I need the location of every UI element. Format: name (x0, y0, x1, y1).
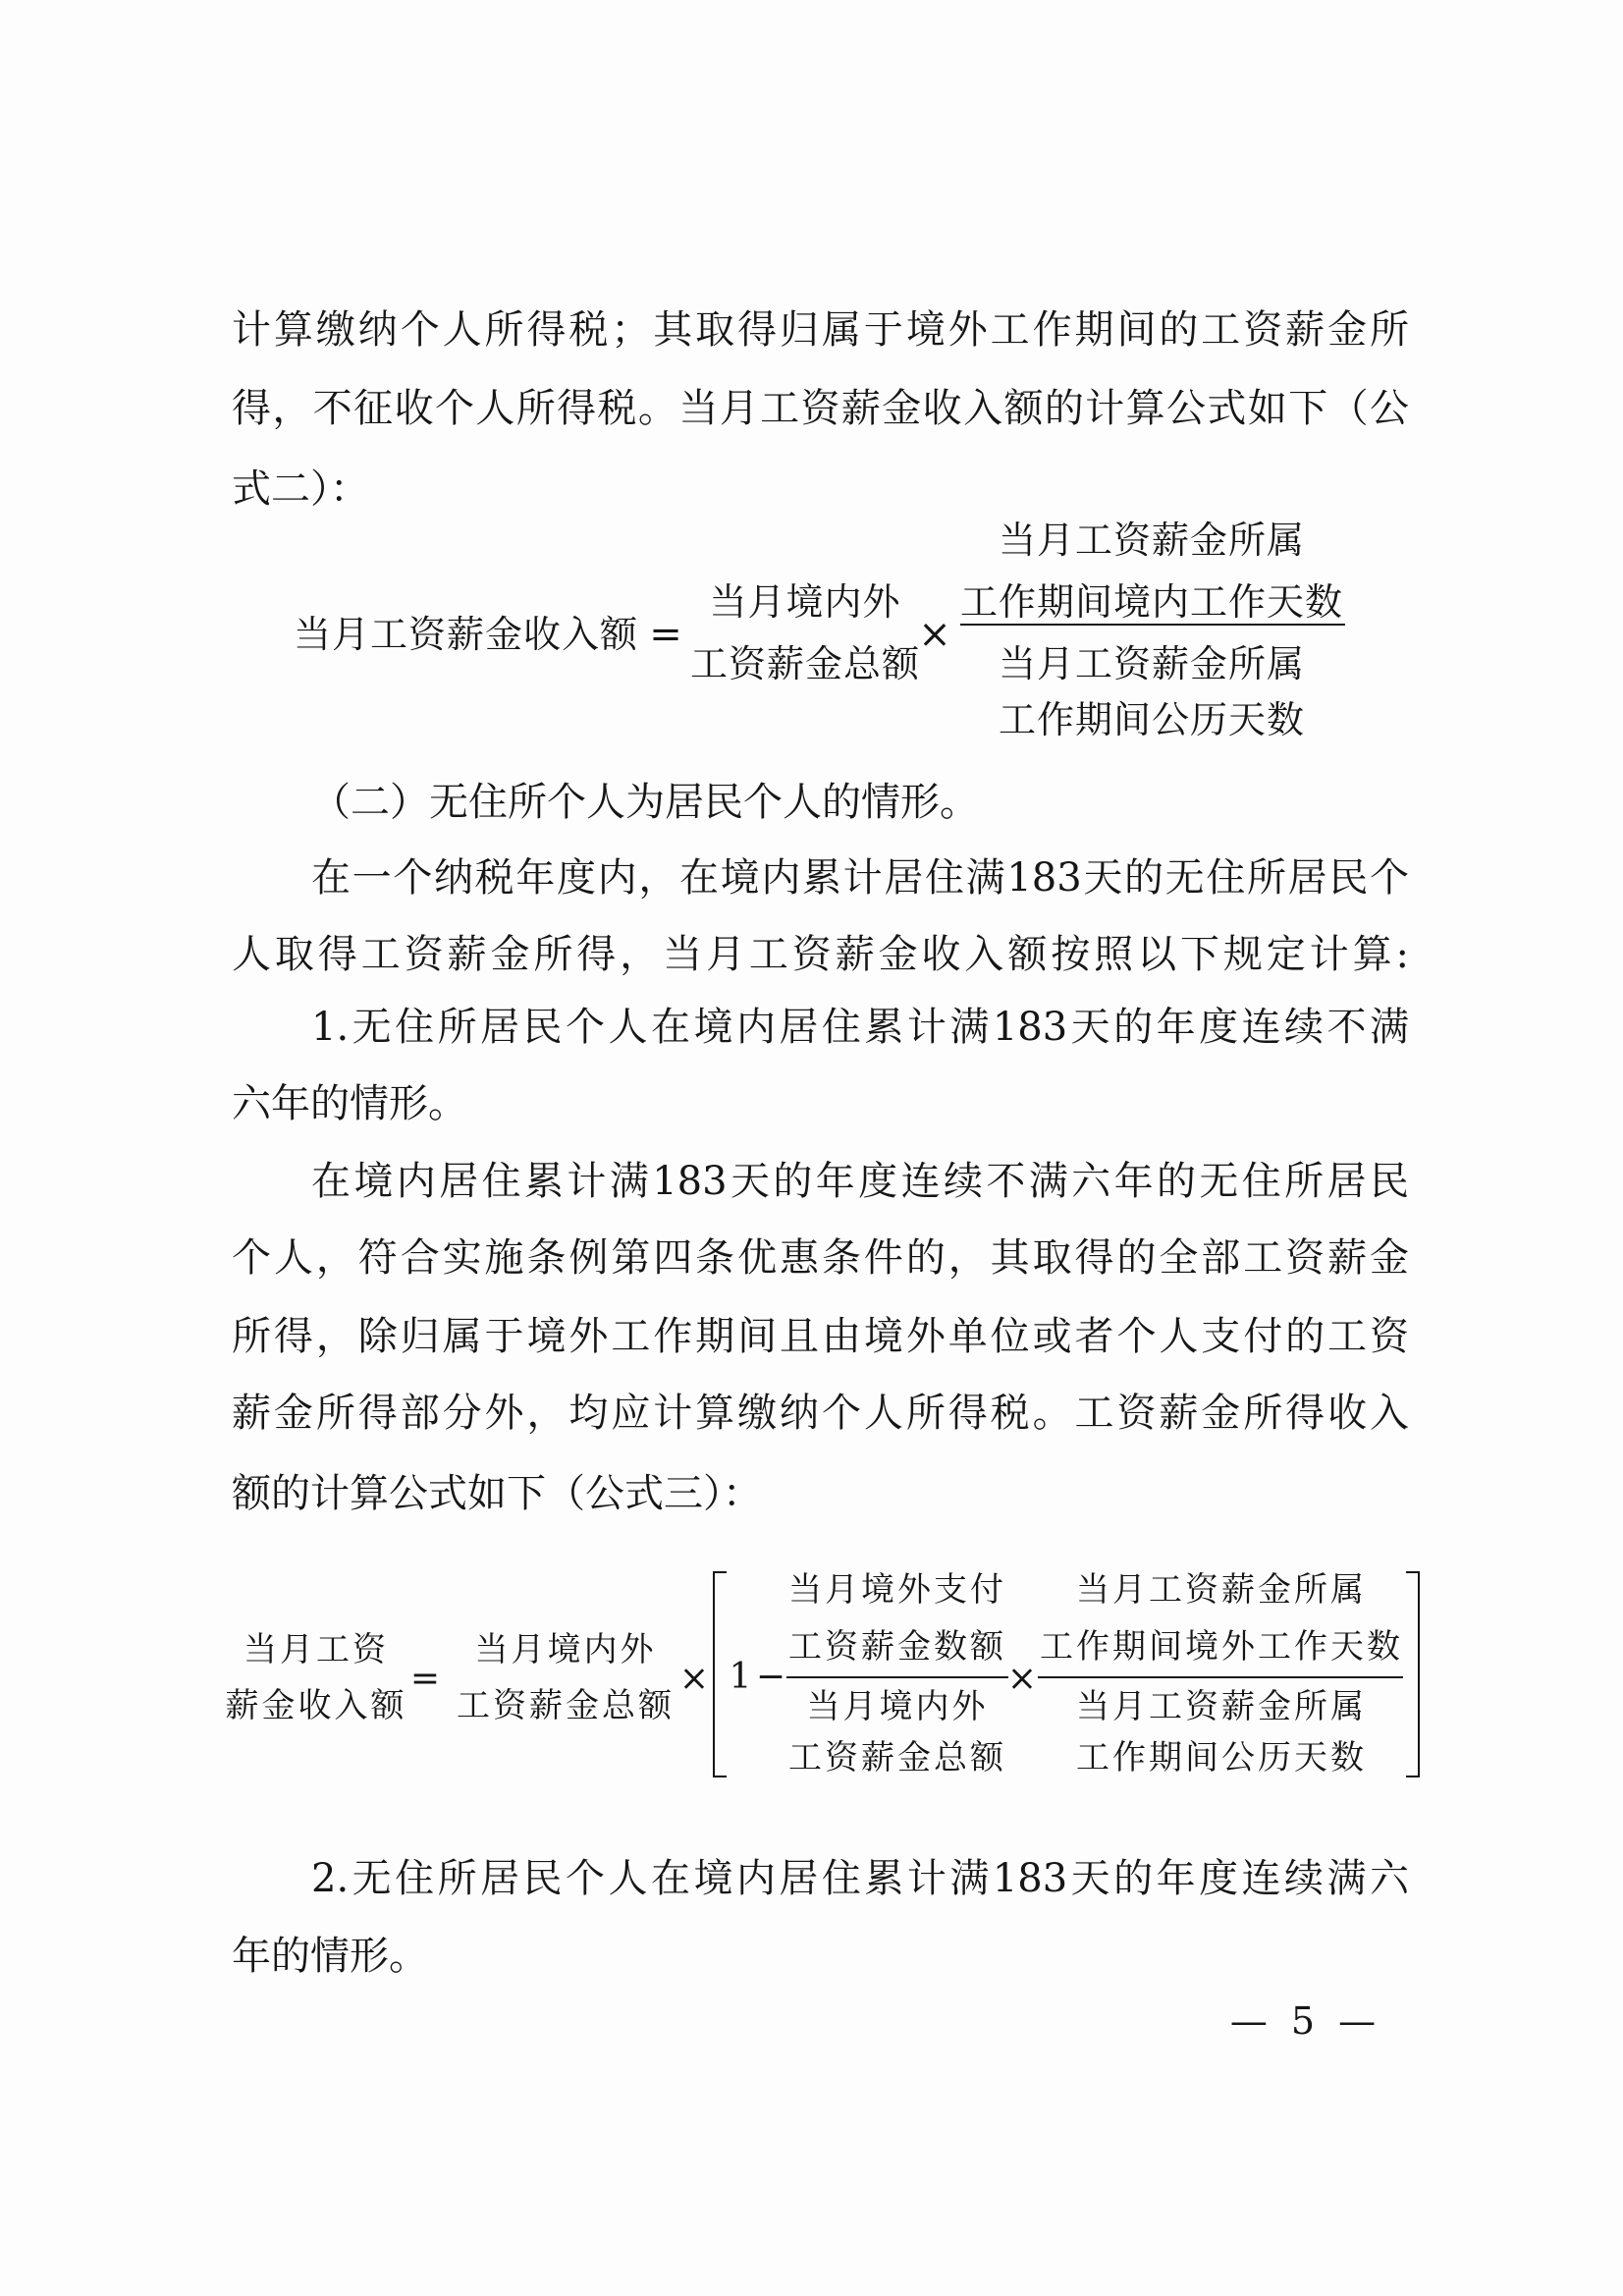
continuation-line: 得，不征收个人所得税。当月工资薪金收入额的计算公式如下（公 (232, 386, 1409, 431)
formula-3-term-line: 当月境内外 (474, 1630, 657, 1669)
formula-3-right-bracket (1406, 1571, 1420, 1777)
formula-3-times: × (678, 1659, 710, 1699)
formula-3-times-2: × (1006, 1659, 1038, 1699)
formula-2-equals: = (649, 612, 682, 657)
formula-3-fraction-b-bar (1038, 1676, 1403, 1678)
item-2-title-line: 年的情形。 (232, 1934, 428, 1979)
formula-3-equals: = (409, 1659, 441, 1699)
item-1-body-line: 个人，符合实施条例第四条优惠条件的，其取得的全部工资薪金 (232, 1235, 1409, 1281)
formula-3-fraction-a-bar (786, 1676, 1008, 1678)
formula-3-fraction-b-numerator-line: 工作期间境外工作天数 (1040, 1627, 1403, 1667)
formula-2-term-line: 工资薪金总额 (689, 642, 921, 685)
formula-3-fraction-b-numerator-line: 当月工资薪金所属 (1076, 1570, 1367, 1610)
formula-3-fraction-a-denominator-line: 工资薪金总额 (788, 1738, 1006, 1777)
formula-3-fraction-b-denominator-line: 工作期间公历天数 (1076, 1738, 1367, 1777)
formula-2-numerator-line: 工作期间境内工作天数 (959, 580, 1344, 624)
section-heading: （二）无住所个人为居民个人的情形。 (311, 780, 979, 825)
intro-line: 人取得工资薪金所得，当月工资薪金收入额按照以下规定计算: (232, 932, 1409, 977)
formula-3-one: 1 (729, 1657, 752, 1697)
item-1-body-line: 在境内居住累计满183天的年度连续不满六年的无住所居民 (311, 1159, 1409, 1204)
formula-3-lhs-line: 当月工资 (243, 1630, 389, 1669)
continuation-line: 计算缴纳个人所得税；其取得归属于境外工作期间的工资薪金所 (232, 307, 1409, 353)
formula-3-fraction-b-denominator-line: 当月工资薪金所属 (1076, 1687, 1367, 1726)
item-1-body-line: 所得，除归属于境外工作期间且由境外单位或者个人支付的工资 (232, 1314, 1409, 1359)
formula-3-minus: − (755, 1657, 786, 1697)
item-1-title-line: 六年的情形。 (232, 1081, 467, 1126)
item-1-body-line: 额的计算公式如下（公式三）： (232, 1471, 762, 1516)
formula-2-numerator-line: 当月工资薪金所属 (998, 519, 1306, 562)
formula-2-times: × (918, 612, 951, 657)
formula-2-term-line: 当月境内外 (709, 580, 901, 624)
formula-3-fraction-a-denominator-line: 当月境内外 (806, 1687, 989, 1726)
item-1-title-line: 1.无住所居民个人在境内居住累计满183天的年度连续不满 (311, 1005, 1409, 1050)
formula-2-lhs: 当月工资薪金收入额 (294, 613, 639, 656)
formula-3-lhs-line: 薪金收入额 (225, 1686, 407, 1725)
formula-3-fraction-a-numerator-line: 工资薪金数额 (788, 1627, 1006, 1667)
page-number: — 5 — (1229, 1999, 1382, 2043)
formula-3-fraction-a-numerator-line: 当月境外支付 (788, 1570, 1006, 1610)
intro-line: 在一个纳税年度内，在境内累计居住满183天的无住所居民个 (311, 855, 1409, 901)
formula-2-fraction-bar (960, 624, 1345, 626)
formula-2-denominator-line: 当月工资薪金所属 (998, 642, 1306, 685)
formula-3-left-bracket (713, 1571, 727, 1777)
item-2-title-line: 2.无住所居民个人在境内居住累计满183天的年度连续满六 (311, 1856, 1409, 1901)
formula-3-term-line: 工资薪金总额 (457, 1686, 675, 1725)
formula-2-denominator-line: 工作期间公历天数 (998, 698, 1306, 741)
continuation-line: 式二）： (232, 466, 369, 512)
item-1-body-line: 薪金所得部分外，均应计算缴纳个人所得税。工资薪金所得收入 (232, 1391, 1409, 1436)
